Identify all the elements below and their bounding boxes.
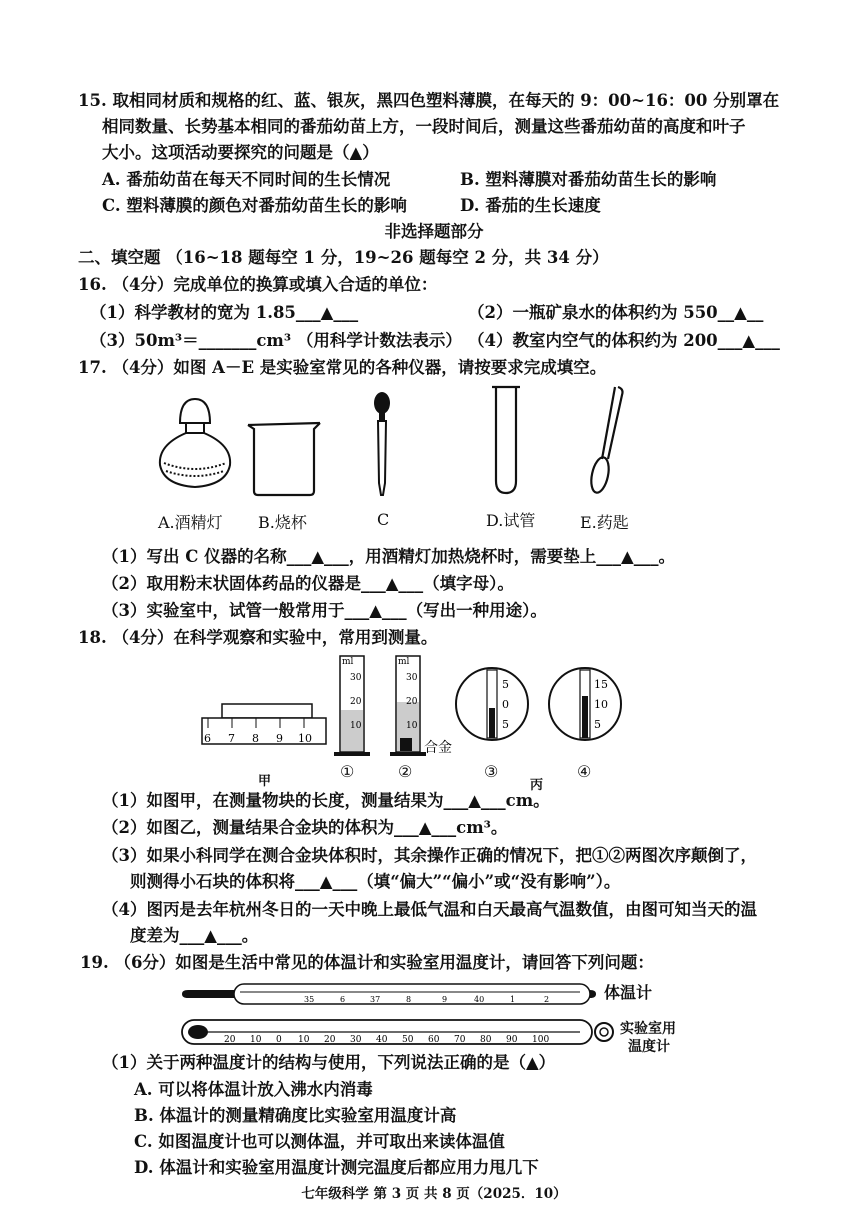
q15-line3: 大小。这项活动要探究的问题是（▲） bbox=[102, 143, 379, 162]
lab-instruments-figure bbox=[150, 385, 670, 505]
measuring-cylinder-2 bbox=[390, 656, 452, 756]
measuring-cylinder-1 bbox=[334, 656, 370, 756]
lab-tick-7: 50 bbox=[402, 1035, 414, 1045]
instrument-label-e: E.药匙 bbox=[580, 513, 629, 532]
instrument-label-c: C bbox=[377, 510, 390, 529]
cyl2-tick-30: 30 bbox=[406, 673, 418, 683]
q16-sub2: （2）一瓶矿泉水的体积约为 550__▲__ bbox=[468, 303, 764, 322]
q18-sub3-line1: （3）如果小科同学在测合金块体积时，其余操作正确的情况下，把①②两图次序颠倒了， bbox=[102, 846, 757, 865]
lab-thermometer-label-2: 温度计 bbox=[628, 1039, 670, 1055]
ruler-tick-8: 8 bbox=[252, 732, 259, 745]
dial3-tick-bottom: 5 bbox=[502, 718, 509, 731]
body-tick-38: 8 bbox=[406, 995, 412, 1004]
q16-sub3: （3）50m³＝_______cm³ （用科学计数法表示） bbox=[90, 331, 462, 350]
body-thermometer-label: 体温计 bbox=[604, 983, 653, 1002]
q16-sub4: （4）教室内空气的体积约为 200___▲___ bbox=[468, 331, 780, 350]
q15-line2: 相同数量、长势基本相同的番茄幼苗上方，一段时间后，测量这些番茄幼苗的高度和叶子 bbox=[102, 117, 746, 136]
lab-tick-8: 60 bbox=[428, 1035, 440, 1045]
lab-thermometer-label-1: 实验室用 bbox=[620, 1021, 676, 1037]
cyl2-tick-20: 20 bbox=[406, 697, 418, 707]
dial4-tick-mid: 10 bbox=[594, 698, 608, 711]
measurement-figure bbox=[200, 652, 650, 762]
body-tick-36: 6 bbox=[340, 995, 346, 1004]
q17-sub3: （3）实验室中，试管一般常用于___▲___（写出一种用途）。 bbox=[102, 601, 547, 620]
cyl1-tick-30: 30 bbox=[350, 673, 362, 683]
body-tick-35: 35 bbox=[304, 995, 315, 1004]
circled-1: ① bbox=[340, 762, 355, 781]
thermometers-figure bbox=[180, 976, 630, 1056]
body-tick-39: 9 bbox=[442, 995, 448, 1004]
lab-tick-9: 70 bbox=[454, 1035, 466, 1045]
q15-line1: 15. 取相同材质和规格的红、蓝、银灰，黑四色塑料薄膜，在每天的 9：00~16：00 分别罩在 bbox=[78, 91, 780, 110]
circled-2: ② bbox=[398, 762, 413, 781]
dial3-tick-mid: 0 bbox=[502, 698, 509, 711]
dial4-tick-top: 15 bbox=[594, 678, 608, 691]
dial4-tick-bottom: 5 bbox=[594, 718, 601, 731]
cyl2-unit: ml bbox=[398, 657, 410, 667]
fig-jia-label: 甲 bbox=[258, 774, 272, 789]
q16-sub1: （1）科学教材的宽为 1.85___▲___ bbox=[90, 303, 359, 322]
test-tube-icon bbox=[492, 387, 520, 493]
lab-tick-2: 0 bbox=[276, 1035, 282, 1045]
part2-title: 二、填空题 （16~18 题每空 1 分，19~26 题每空 2 分，共 34 分） bbox=[78, 248, 609, 267]
instrument-label-d: D.试管 bbox=[486, 511, 536, 530]
fig-bing-label: 丙 bbox=[530, 778, 544, 793]
alloy-label: 合金 bbox=[424, 740, 452, 756]
lab-tick-11: 90 bbox=[506, 1035, 518, 1045]
q19-option-c: C. 如图温度计也可以测体温，并可取出来读体温值 bbox=[134, 1132, 505, 1151]
q17-sub1: （1）写出 C 仪器的名称___▲___，用酒精灯加热烧杯时，需要垫上___▲___。 bbox=[102, 547, 675, 566]
q19-option-a: A. 可以将体温计放入沸水内消毒 bbox=[134, 1080, 373, 1099]
cyl2-tick-10: 10 bbox=[406, 721, 418, 731]
page-footer: 七年级科学 第 3 页 共 8 页（2025．10） bbox=[301, 1186, 567, 1202]
lab-thermometer-icon bbox=[182, 1020, 613, 1045]
lab-tick-6: 40 bbox=[376, 1035, 388, 1045]
q15-option-d: D. 番茄的生长速度 bbox=[460, 196, 601, 215]
q17-stem: 17. （4分）如图 A－E 是实验室常见的各种仪器，请按要求完成填空。 bbox=[78, 358, 607, 377]
q19-option-b: B. 体温计的测量精确度比实验室用温度计高 bbox=[134, 1106, 457, 1125]
lab-tick-0: 20 bbox=[224, 1035, 236, 1045]
q15-option-a: A. 番茄幼苗在每天不同时间的生长情况 bbox=[102, 170, 391, 189]
thermometer-dial-4 bbox=[549, 668, 621, 740]
q18-sub3-line2: 则测得小石块的体积将___▲___（填“偏大”“偏小”或“没有影响”）。 bbox=[130, 872, 621, 891]
lab-tick-5: 30 bbox=[350, 1035, 362, 1045]
lab-tick-10: 80 bbox=[480, 1035, 492, 1045]
cyl1-tick-20: 20 bbox=[350, 697, 362, 707]
medicine-spoon-icon bbox=[588, 387, 622, 494]
q18-stem: 18. （4分）在科学观察和实验中，常用到测量。 bbox=[78, 628, 438, 647]
body-thermometer-icon bbox=[182, 984, 596, 1004]
body-tick-42: 2 bbox=[544, 995, 550, 1004]
dropper-icon bbox=[374, 392, 390, 495]
instrument-label-b: B.烧杯 bbox=[258, 513, 307, 532]
section-title: 非选择题部分 bbox=[384, 222, 484, 241]
q17-sub2: （2）取用粉末状固体药品的仪器是___▲___（填字母）。 bbox=[102, 574, 514, 593]
lab-tick-12: 100 bbox=[532, 1035, 550, 1045]
lab-tick-3: 10 bbox=[298, 1035, 310, 1045]
q18-sub2: （2）如图乙，测量结果合金块的体积为___▲___cm³。 bbox=[102, 818, 508, 837]
body-tick-37: 37 bbox=[370, 995, 381, 1004]
ruler-icon bbox=[202, 704, 326, 745]
ruler-tick-10: 10 bbox=[298, 732, 312, 745]
beaker-icon bbox=[248, 423, 320, 495]
q18-sub4-line1: （4）图丙是去年杭州冬日的一天中晚上最低气温和白天最高气温数值，由图可知当天的温 bbox=[102, 900, 757, 919]
cyl1-tick-10: 10 bbox=[350, 721, 362, 731]
q19-option-d: D. 体温计和实验室用温度计测完温度后都应用力甩几下 bbox=[134, 1158, 539, 1177]
ruler-tick-7: 7 bbox=[228, 732, 235, 745]
q15-option-b: B. 塑料薄膜对番茄幼苗生长的影响 bbox=[460, 170, 717, 189]
q18-sub1: （1）如图甲，在测量物块的长度，测量结果为___▲___cm。 bbox=[102, 791, 550, 810]
ruler-tick-6: 6 bbox=[204, 732, 211, 745]
circled-3: ③ bbox=[484, 762, 499, 781]
instrument-label-a: A.酒精灯 bbox=[158, 513, 223, 532]
q16-stem: 16. （4分）完成单位的换算或填入合适的单位： bbox=[78, 275, 438, 294]
q19-stem: 19. （6分）如图是生活中常见的体温计和实验室用温度计，请回答下列问题： bbox=[80, 953, 654, 972]
lab-tick-4: 20 bbox=[324, 1035, 336, 1045]
q15-option-c: C. 塑料薄膜的颜色对番茄幼苗生长的影响 bbox=[102, 196, 407, 215]
body-tick-40: 40 bbox=[474, 995, 485, 1004]
thermometer-dial-3 bbox=[456, 668, 528, 740]
alcohol-lamp-icon bbox=[160, 399, 230, 487]
body-tick-41: 1 bbox=[510, 995, 516, 1004]
q19-sub1: （1）关于两种温度计的结构与使用，下列说法正确的是（▲） bbox=[102, 1053, 556, 1072]
q18-sub4-line2: 度差为___▲___。 bbox=[130, 926, 259, 945]
cyl1-unit: ml bbox=[342, 657, 354, 667]
ruler-tick-9: 9 bbox=[276, 732, 283, 745]
lab-tick-1: 10 bbox=[250, 1035, 262, 1045]
circled-4: ④ bbox=[577, 762, 592, 781]
dial3-tick-top: 5 bbox=[502, 678, 509, 691]
